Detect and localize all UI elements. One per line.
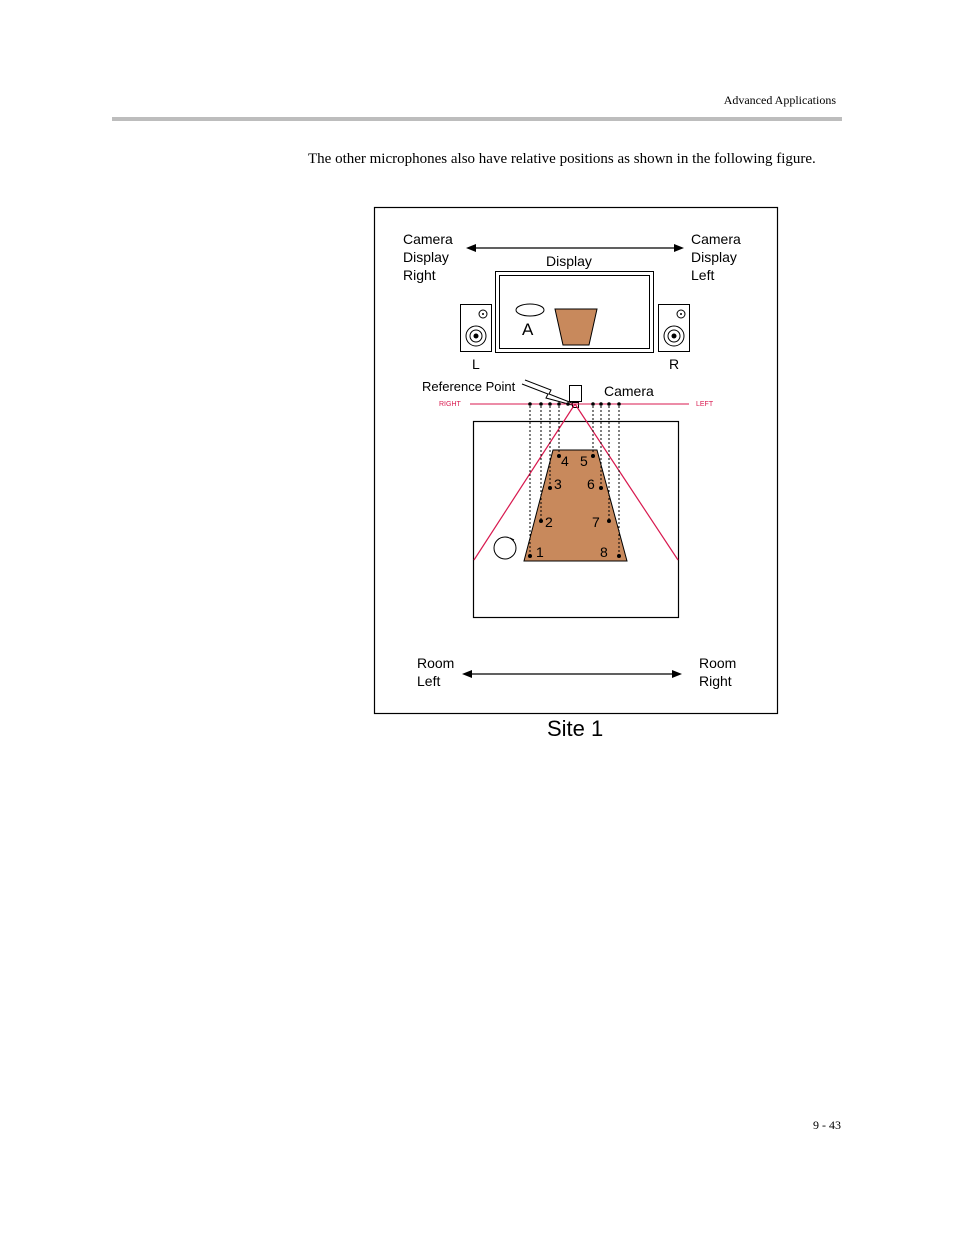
camera-label: Camera	[604, 383, 654, 399]
speaker-right-icon	[659, 305, 690, 352]
room-left-label-2: Left	[417, 673, 441, 689]
remote-table-shape	[555, 309, 597, 345]
speaker-left-icon	[461, 305, 492, 352]
figure-caption: Site 1	[547, 716, 604, 741]
running-header: Advanced Applications	[723, 93, 836, 107]
mic-number-1: 1	[536, 544, 544, 560]
axis-left-label: LEFT	[696, 401, 714, 408]
camera-display-right-label-2: Display	[403, 249, 449, 265]
marker-a-label: A	[522, 320, 534, 339]
mic-number-3: 3	[554, 476, 562, 492]
display-direction-arrow	[466, 244, 684, 252]
camera-display-left-label-1: Camera	[691, 231, 741, 247]
camera-icon	[570, 386, 582, 402]
speaker-right-label: R	[669, 356, 680, 372]
room-right-label-2: Right	[699, 673, 732, 689]
camera-display-right-label-1: Camera	[403, 231, 453, 247]
room-direction-arrow	[462, 670, 682, 678]
mic-number-5: 5	[580, 453, 588, 469]
speaker-left-label: L	[472, 356, 480, 372]
axis-right-label: RIGHT	[439, 401, 461, 408]
room-right-label-1: Room	[699, 655, 737, 671]
camera-display-left-label-3: Left	[691, 267, 715, 283]
room-left-label-1: Room	[417, 655, 455, 671]
camera-display-right-label-3: Right	[403, 267, 436, 283]
reference-point-label: Reference Point	[422, 379, 516, 394]
mic-number-6: 6	[587, 476, 595, 492]
reference-point-arrow	[522, 380, 572, 405]
display-label: Display	[546, 253, 592, 269]
mic-number-7: 7	[592, 514, 600, 530]
participant-icon	[494, 537, 516, 559]
body-paragraph: The other microphones also have relative positions as shown in the following figure.	[308, 151, 816, 167]
display-monitor	[496, 272, 654, 353]
mic-number-4: 4	[561, 453, 569, 469]
camera-display-left-label-2: Display	[691, 249, 737, 265]
page-number: 9 - 43	[813, 1118, 841, 1132]
mic-number-8: 8	[600, 544, 608, 560]
mic-number-2: 2	[545, 514, 553, 530]
